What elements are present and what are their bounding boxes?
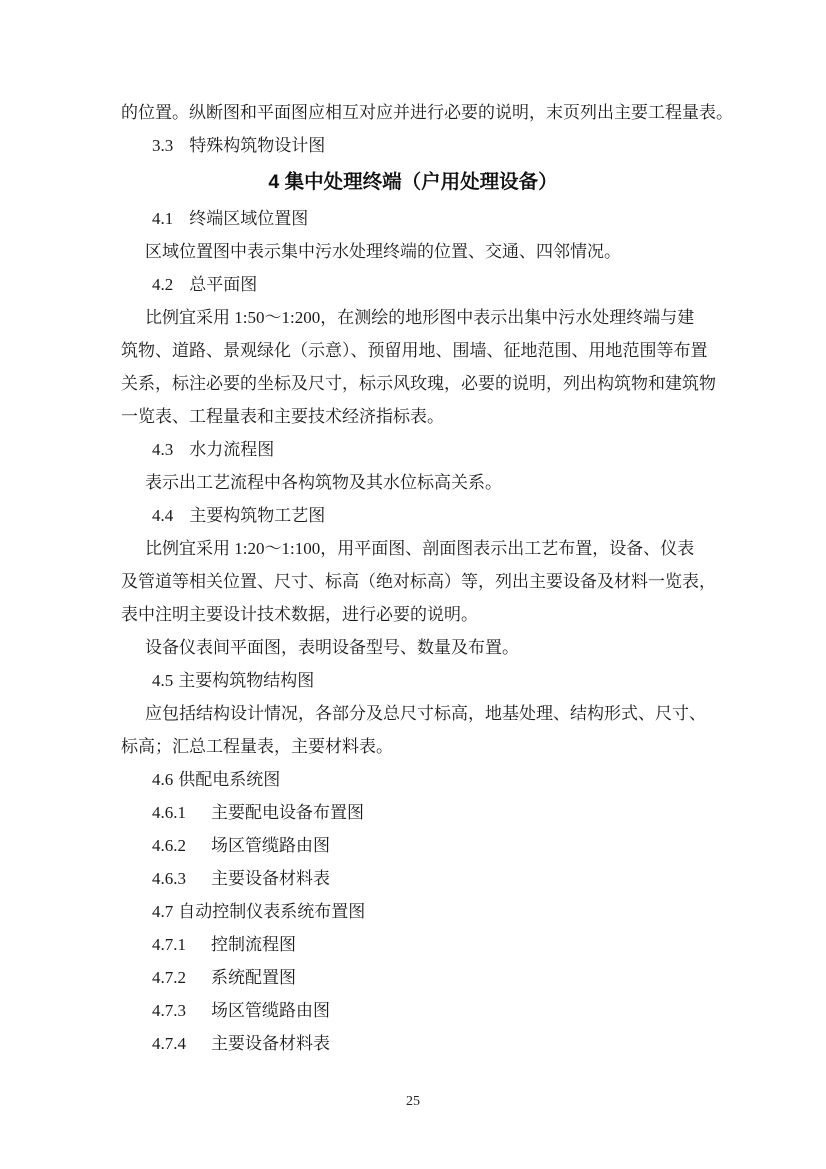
clause-4-7-1 [121, 928, 705, 961]
clause-number: 4.6.2 [152, 836, 186, 855]
clause-title: 总平面图 [189, 275, 258, 294]
page-number: 25 [406, 1094, 420, 1109]
clause-title: 供配电系统图 [178, 770, 281, 789]
paragraph-line: 表示出工艺流程中各构筑物及其水位标高关系。 [145, 473, 502, 492]
clause-number: 4.7.2 [152, 968, 186, 987]
clause-number: 4.7.3 [152, 1001, 186, 1020]
clause-number: 4.6.1 [152, 803, 186, 822]
clause-3-3 [121, 129, 705, 162]
paragraph-line: 比例宜采用 1:20～1:100，用平面图、剖面图表示出工艺布置，设备、仪表 [145, 539, 695, 558]
clause-number: 4.7.1 [152, 935, 186, 954]
clause-title: 场区管缆路由图 [211, 1001, 330, 1020]
clause-4-7-4 [121, 1027, 705, 1060]
clause-title: 主要设备材料表 [211, 1034, 330, 1053]
clause-4-7-3 [121, 994, 705, 1027]
clause-4-5 [121, 664, 705, 697]
paragraph-line: 区域位置图中表示集中污水处理终端的位置、交通、四邻情况。 [145, 242, 621, 261]
clause-4-6-1 [121, 796, 705, 829]
chapter-heading: 4 集中处理终端（户用处理设备） [268, 171, 558, 193]
paragraph-line: 关系，标注必要的坐标及尺寸，标示风玫瑰，必要的说明，列出构筑物和建筑物 [121, 374, 716, 393]
clause-4-6-3 [121, 862, 705, 895]
clause-number: 3.3 [152, 136, 174, 155]
paragraph-line: 比例宜采用 1:50～1:200，在测绘的地形图中表示出集中污水处理终端与建 [145, 308, 695, 327]
clause-number: 4.2 [152, 275, 174, 294]
paragraph-line: 应包括结构设计情况，各部分及总尺寸标高，地基处理、结构形式、尺寸、 [145, 704, 706, 723]
clause-title: 主要配电设备布置图 [211, 803, 364, 822]
clause-title: 主要设备材料表 [211, 869, 330, 888]
clause-title: 特殊构筑物设计图 [189, 136, 326, 155]
paragraph-line: 表中注明主要设计技术数据，进行必要的说明。 [121, 605, 478, 624]
clause-4-6 [121, 763, 705, 796]
clause-title: 主要构筑物工艺图 [189, 506, 326, 525]
clause-number: 4.3 [152, 440, 174, 459]
clause-4-1 [121, 202, 705, 235]
clause-4-6-2 [121, 829, 705, 862]
clause-number: 4.1 [152, 209, 174, 228]
clause-number: 4.4 [152, 506, 174, 525]
paragraph-line: 的位置。纵断图和平面图应相互对应并进行必要的说明，末页列出主要工程量表。 [121, 103, 733, 122]
paragraph-line: 及管道等相关位置、尺寸、标高（绝对标高）等，列出主要设备及材料一览表， [121, 572, 716, 591]
document-content [121, 96, 733, 1060]
clause-title: 水力流程图 [189, 440, 275, 459]
clause-title: 系统配置图 [211, 968, 296, 987]
paragraph-line: 标高；汇总工程量表，主要材料表。 [121, 737, 393, 756]
clause-4-4 [121, 499, 705, 532]
clause-title: 自动控制仪表系统布置图 [178, 902, 366, 921]
paragraph-line: 筑物、道路、景观绿化（示意）、预留用地、围墙、征地范围、用地范围等布置 [121, 341, 708, 360]
clause-title: 主要构筑物结构图 [178, 671, 315, 690]
clause-number: 4.7 [152, 902, 174, 921]
clause-number: 4.6.3 [152, 869, 186, 888]
clause-4-7 [121, 895, 705, 928]
clause-title: 控制流程图 [211, 935, 296, 954]
clause-number: 4.7.4 [152, 1034, 186, 1053]
clause-4-3 [121, 433, 705, 466]
clause-title: 场区管缆路由图 [211, 836, 330, 855]
clause-number: 4.5 [152, 671, 174, 690]
paragraph-line: 设备仪表间平面图，表明设备型号、数量及布置。 [145, 638, 519, 657]
clause-4-7-2 [121, 961, 705, 994]
clause-4-2 [121, 268, 705, 301]
clause-title: 终端区域位置图 [189, 209, 309, 228]
clause-number: 4.6 [152, 770, 174, 789]
paragraph-line: 一览表、工程量表和主要技术经济指标表。 [121, 407, 444, 426]
